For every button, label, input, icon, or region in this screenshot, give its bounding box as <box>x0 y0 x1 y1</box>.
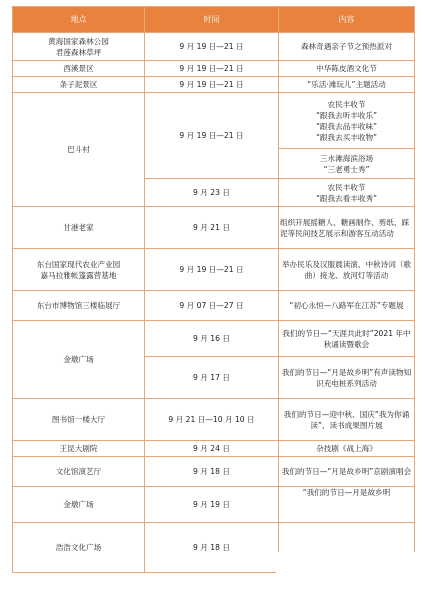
content-cell: 我们的节日—“月是故乡明”有声读物知识充电桩系列活动 <box>279 357 415 399</box>
time-cell: 9 月 19 日 <box>145 487 279 523</box>
time-cell: 9 月 23 日 <box>145 179 279 207</box>
place-cell: 文化馆演艺厅 <box>13 457 145 487</box>
time-cell: 9 月 21 日—10 月 10 日 <box>145 399 279 441</box>
time-cell: 9 月 21 日 <box>145 207 279 249</box>
place-cell: 条子泥景区 <box>13 77 145 93</box>
time-cell: 9 月 19 日—21 日 <box>145 77 279 93</box>
content-cell: 杂技剧《战上海》 <box>279 441 415 457</box>
table-row <box>13 487 415 523</box>
header-time: 时间 <box>145 7 279 33</box>
place-cell: 东台国家现代农业产业园 嘉马拉雅帐篷露营基地 <box>13 249 145 291</box>
place-cell: 巴斗村 <box>13 93 145 207</box>
schedule-table <box>12 6 415 573</box>
place-cell: 浩浩文化广场 <box>13 523 145 573</box>
header-place: 地点 <box>13 7 145 33</box>
time-cell: 9 月 16 日 <box>145 321 279 357</box>
time-cell: 9 月 18 日 <box>145 523 279 573</box>
content-cell: 三水滩海滨浴场 “三老勇士秀” <box>279 149 415 179</box>
place-cell: 金墩广场 <box>13 321 145 399</box>
content-cell: 组织开展摇糖人、糖画制作、剪纸、踩泥等民间技艺展示和游客互动活动 <box>279 207 415 249</box>
table-row <box>13 291 415 321</box>
place-cell: 西溪景区 <box>13 61 145 77</box>
content-cell: 我们的节日—迎中秋、国庆“我为你诵读”、读书成果图片展 <box>279 399 415 441</box>
content-cell: 农民丰收节 “跟我去看丰收秀” <box>279 179 415 207</box>
content-cell: 中华陈皮酒文化节 <box>279 61 415 77</box>
header-content: 内容 <box>279 7 415 33</box>
content-cell: 我们的节日—“月是故乡明”京剧演唱会 <box>279 457 415 487</box>
content-cell: “我们的节日—月是故乡明 <box>279 487 415 523</box>
time-cell: 9 月 17 日 <box>145 357 279 399</box>
cropped-area <box>276 552 416 604</box>
content-cell: 我们的节日—“天涯共此时”2021 年中秋诵读暨歌会 <box>279 321 415 357</box>
table-row <box>13 249 415 291</box>
time-cell: 9 月 19 日—21 日 <box>145 61 279 77</box>
place-cell: 甘港老家 <box>13 207 145 249</box>
time-cell: 9 月 19 日—21 日 <box>145 93 279 179</box>
place-cell: 黄海国家森林公园 君莲森林草坪 <box>13 33 145 61</box>
time-cell: 9 月 24 日 <box>145 441 279 457</box>
time-cell: 9 月 07 日—27 日 <box>145 291 279 321</box>
table-row <box>13 61 415 77</box>
table-row <box>13 93 415 149</box>
schedule-table-wrapper <box>12 6 414 573</box>
time-cell: 9 月 19 日—21 日 <box>145 249 279 291</box>
table-row <box>13 321 415 357</box>
time-cell: 9 月 18 日 <box>145 457 279 487</box>
table-row <box>13 399 415 441</box>
content-cell: 农民丰收节 “跟我去听丰收乐” “跟我去品丰收味” “跟我去买丰收物” <box>279 93 415 149</box>
place-cell: 图书馆一楼大厅 <box>13 399 145 441</box>
table-row <box>13 33 415 61</box>
table-row <box>13 457 415 487</box>
table-row <box>13 77 415 93</box>
content-cell: 举办民乐及汉服晨读演、中秋诗词（歌曲）接龙、放河灯等活动 <box>279 249 415 291</box>
table-row <box>13 441 415 457</box>
time-cell: 9 月 19 日—21 日 <box>145 33 279 61</box>
place-cell: 东台市博物馆三楼临展厅 <box>13 291 145 321</box>
header-row <box>13 7 415 33</box>
content-cell: “初心永恒—八路军在江苏”专题展 <box>279 291 415 321</box>
table-row <box>13 207 415 249</box>
content-cell: “乐活·滩玩儿”主题活动 <box>279 77 415 93</box>
place-cell: 金墩广场 <box>13 487 145 523</box>
content-cell: 森林奇遇亲子节之预热派对 <box>279 33 415 61</box>
place-cell: 王昆大剧院 <box>13 441 145 457</box>
